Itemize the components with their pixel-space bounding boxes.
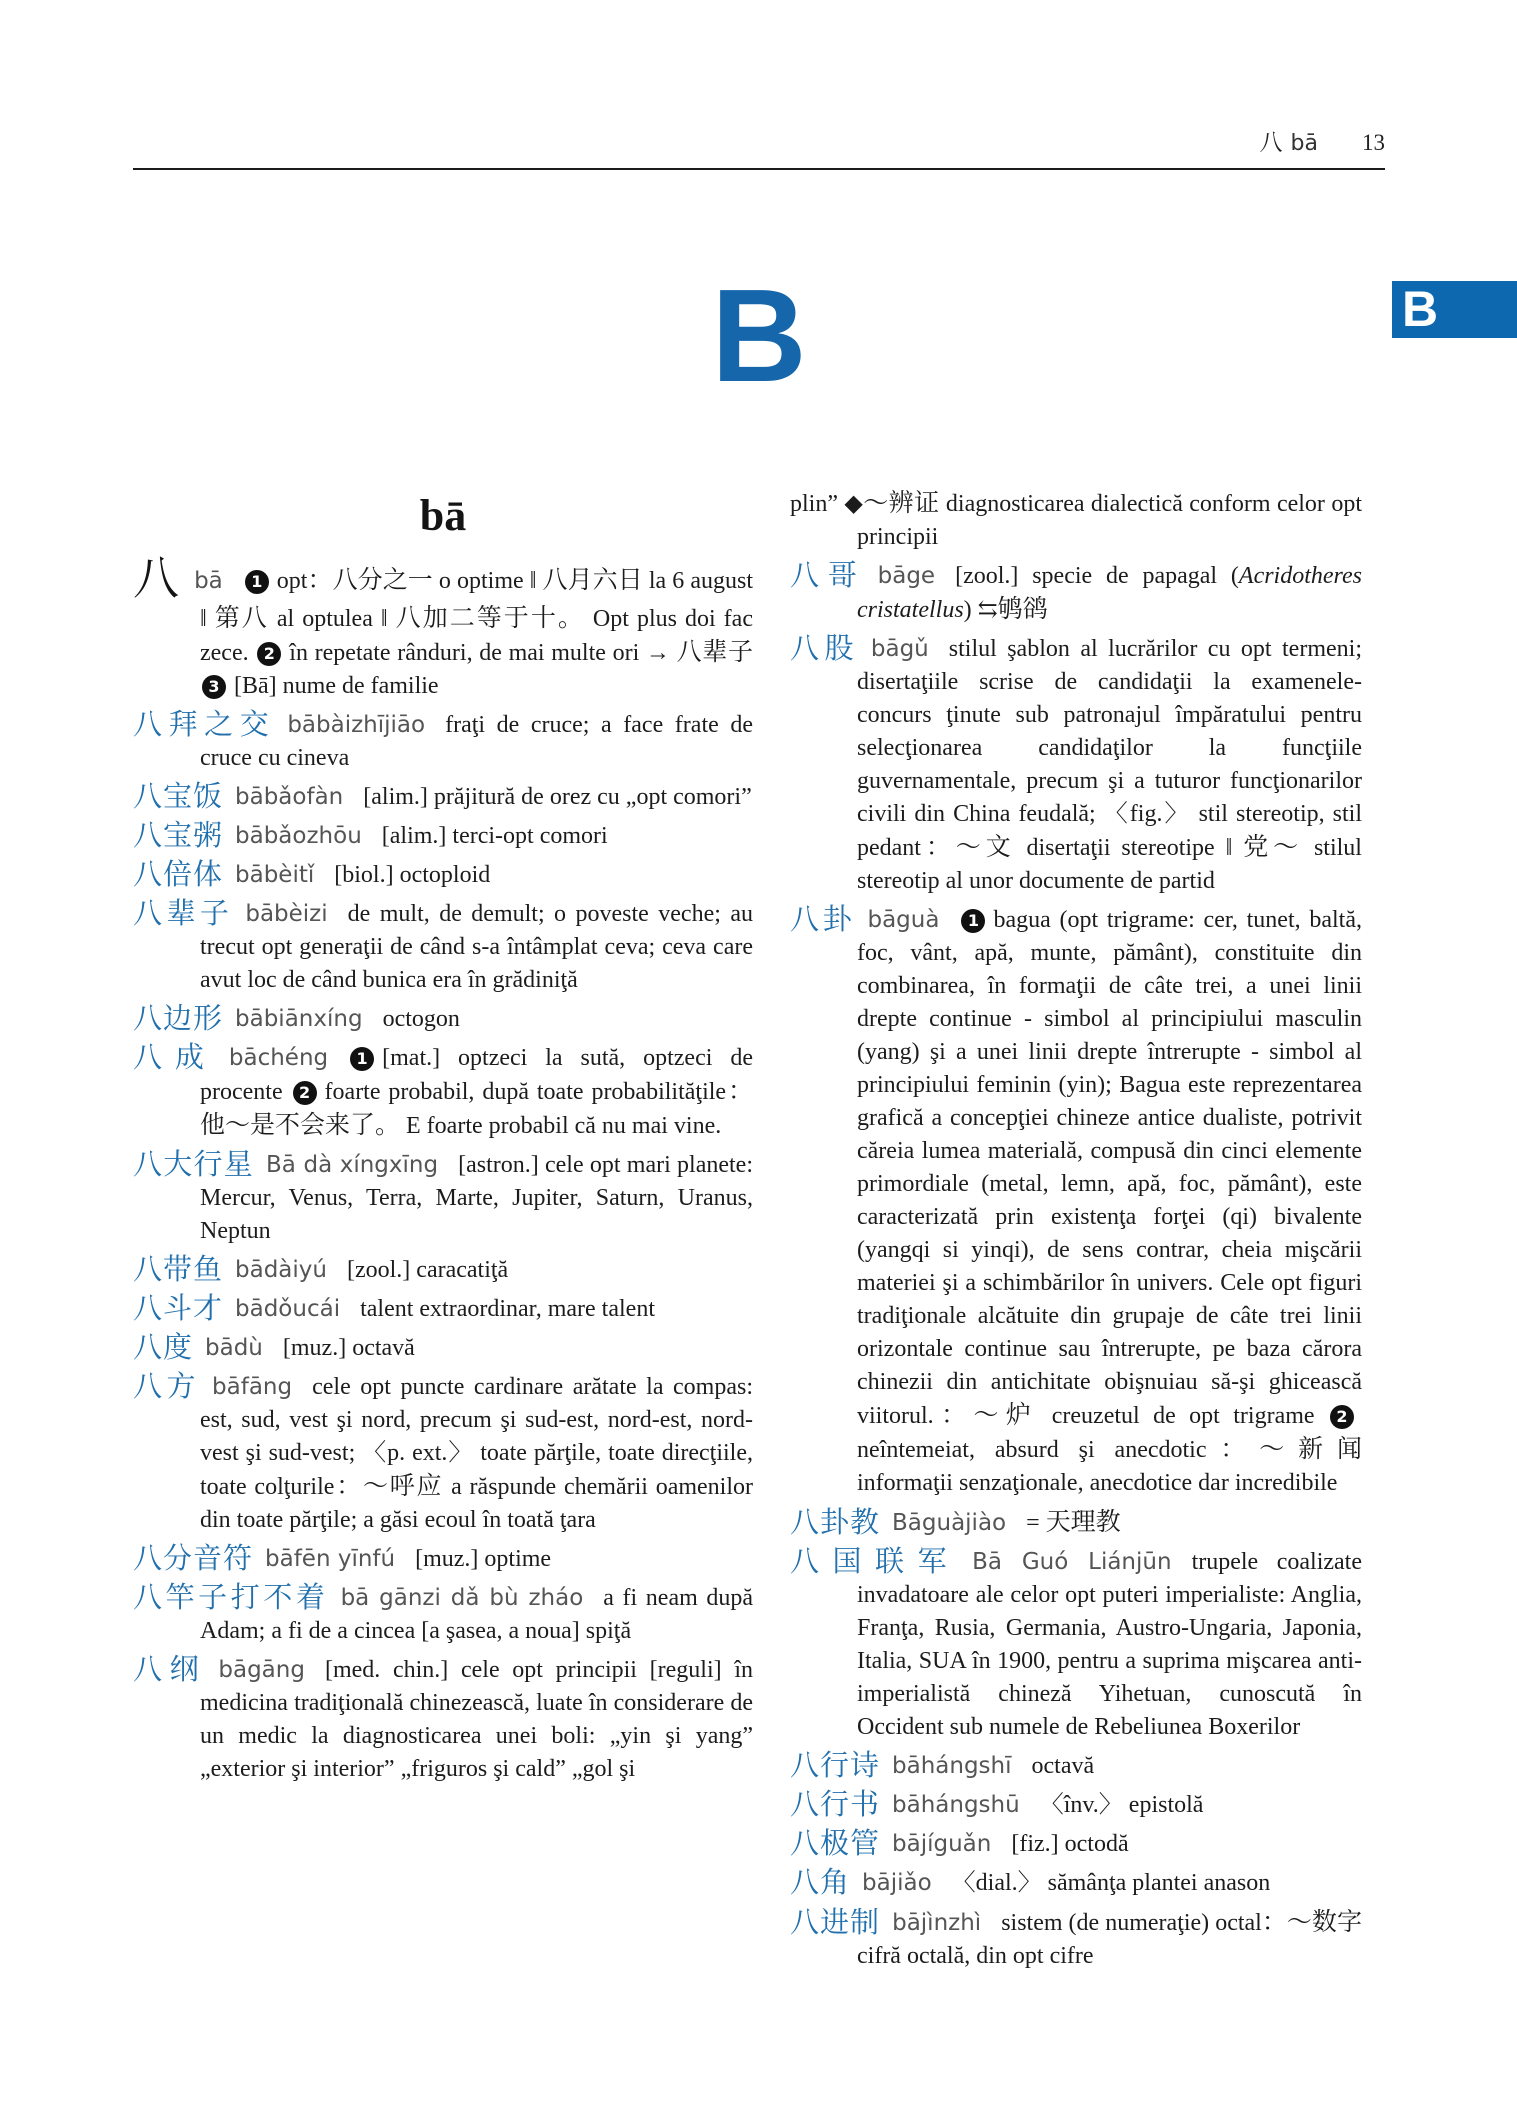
dictionary-entry xyxy=(790,487,1362,554)
dictionary-entry xyxy=(790,1867,1362,1900)
definition-text: stilul şablon al lucrărilor cu opt termeni; disertaţiile scrise de candidaţii la examenele-concurs ţinute sub patronajul împăratului pentru selecţionarea candidaţilor la funcţiile guvernamentale, precum şi a tuturor funcţionarilor civili din China feudală; 〈fig.〉 stil stereotip, stil pedant xyxy=(857,636,1362,861)
headword-chinese: 八卦教 xyxy=(790,1507,881,1539)
headword-chinese: 八卦 xyxy=(790,904,856,936)
headword-chinese: 八成 xyxy=(133,1042,217,1074)
definition-text: [fiz.] octodă xyxy=(1011,1831,1129,1857)
headword-chinese: 八倍体 xyxy=(133,859,224,891)
definition-text: [biol.] octoploid xyxy=(334,862,491,888)
running-header xyxy=(133,124,1385,157)
dictionary-entry xyxy=(133,1654,753,1786)
sense-number-icon: 1 xyxy=(961,909,985,933)
dictionary-entry xyxy=(133,1293,753,1326)
definition-text: [alim.] terci-opt comori xyxy=(381,823,608,849)
definition-text: neîntemeiat, absurd şi anecdotic xyxy=(857,1437,1207,1463)
inline-chinese: ：～新闻 xyxy=(1206,1436,1362,1463)
inline-chinese: ：八分之一 xyxy=(307,567,433,594)
inline-chinese: ：～文 xyxy=(920,834,1016,861)
headword-chinese: 八度 xyxy=(133,1332,194,1364)
definition-text: 〈înv.〉 epistolă xyxy=(1039,1792,1204,1818)
section-letter: B xyxy=(711,262,807,409)
dictionary-entry xyxy=(790,1750,1362,1783)
headword-chinese: 八辈子 xyxy=(133,898,234,930)
definition-text: [muz.] octavă xyxy=(282,1335,415,1361)
definition-text: talent extraordinar, mare talent xyxy=(360,1296,655,1322)
dictionary-entry xyxy=(133,1582,753,1648)
headword-pinyin: bājiǎo xyxy=(862,1870,932,1896)
dictionary-entry xyxy=(133,553,753,703)
dictionary-entry xyxy=(790,633,1362,898)
page-number: 13 xyxy=(1362,130,1385,155)
sense-number-icon: 3 xyxy=(202,675,226,699)
headword-chinese: 八斗才 xyxy=(133,1293,224,1325)
headword-pinyin: Bā dà xíngxīng xyxy=(266,1152,439,1178)
dictionary-entry xyxy=(133,709,753,775)
headword-chinese: 八方 xyxy=(133,1371,201,1403)
dictionary-entry xyxy=(790,904,1362,1500)
definition-text: opt xyxy=(276,568,308,594)
headword-chinese: 八拜之交 xyxy=(133,709,276,741)
headword-chinese: 八行书 xyxy=(790,1789,881,1821)
running-header-chinese: 八 xyxy=(1259,130,1283,155)
running-header-pinyin: bā xyxy=(1290,131,1318,156)
headword-chinese: 八分音符 xyxy=(133,1543,254,1575)
headword-pinyin: Bā Guó Liánjūn xyxy=(972,1549,1172,1575)
headword-pinyin: bādù xyxy=(205,1335,263,1361)
inline-chinese: 八加二等于十。 xyxy=(395,605,585,632)
definition-text: [Bā] nume de familie xyxy=(234,673,439,699)
definition-text: E foarte probabil că nu mai vine. xyxy=(400,1113,722,1139)
dictionary-entry xyxy=(790,1506,1362,1540)
definition-text: sistem (de numeraţie) octal xyxy=(1001,1910,1262,1936)
inline-chinese: 党～ xyxy=(1243,834,1304,861)
definition-text: la 6 august ‖ xyxy=(200,568,753,632)
headword-chinese: 八行诗 xyxy=(790,1750,881,1782)
right-column xyxy=(790,487,1362,1979)
definition-text: stilul stereotip al unor documente de partid xyxy=(857,835,1362,894)
headword-pinyin: bāhángshī xyxy=(892,1753,1012,1779)
left-column xyxy=(133,553,754,1792)
inline-chinese: 鸲鹆 xyxy=(997,596,1048,623)
headword-chinese: 八股 xyxy=(790,633,859,665)
headword-pinyin: bāfēn yīnfú xyxy=(265,1546,396,1572)
definition-text: [mat.] optzeci la sută, optzeci de procente xyxy=(200,1045,753,1105)
definition-text: foarte probabil, după toate probabilităţile xyxy=(324,1079,727,1105)
headword-pinyin: Bāguàjiào xyxy=(892,1510,1007,1536)
dictionary-entry xyxy=(790,1828,1362,1861)
headword-pinyin: bā gānzi dǎ bù zháo xyxy=(340,1585,584,1611)
dictionary-entry xyxy=(790,560,1362,627)
definition-text: bagua (opt trigrame: cer, tunet, baltă, foc, vânt, apă, munte, pământ), constituite din combinarea, în formaţii de câte trei, a unei linii drepte continue - simbol al principiului masculin (yang) şi a unei linii drepte întrerupte - simbol al principiului feminin (yin); Bagua este reprezentarea grafică a concepţiei chineze antice dualiste, potrivit căreia lumea materială, compusă din cinci elemente primordiale (metal, lemn, apă, foc, pământ), este caracterizată prin existenţa forţei (qi) bivalente (yangqi si yinqi), de sens contrar, cheia mişcării materiei şi a schimbărilor în univers. Cele opt figuri tradiţionale alcătuite din grupaje de câte trei linii orizontale continue sau întrerupte, pe baza cărora chinezii din antichitate obişnuiau să-şi ghicească viitorul. xyxy=(857,907,1362,1429)
headword-chinese: 八带鱼 xyxy=(133,1254,224,1286)
dictionary-entry xyxy=(133,1254,753,1287)
headword-pinyin: bābàizhījiāo xyxy=(287,712,426,738)
headword-pinyin: bāgāng xyxy=(218,1657,305,1683)
definition-text: a fi neam după Adam; a fi de a cincea [a şasea, a noua] spiţă xyxy=(200,1585,754,1644)
definition-text: creuzetul de opt trigrame xyxy=(1038,1403,1328,1429)
definition-text: = xyxy=(1026,1510,1046,1536)
headword-pinyin: bāfāng xyxy=(212,1374,293,1400)
thumb-index-tab xyxy=(1392,281,1517,338)
dictionary-entry xyxy=(133,1543,753,1576)
dictionary-entry xyxy=(790,1906,1362,1973)
section-heading-pinyin: bā xyxy=(419,491,467,540)
sense-number-icon: 2 xyxy=(293,1081,317,1105)
definition-text: al optulea ‖ xyxy=(268,606,396,632)
headword-pinyin: bājìnzhì xyxy=(892,1910,982,1936)
definition-text: o optime ‖ xyxy=(432,568,543,594)
headword-chinese: 八 xyxy=(133,553,181,604)
headword-chinese: 八大行星 xyxy=(133,1149,255,1181)
inline-chinese: 八辈子 xyxy=(676,639,753,666)
headword-pinyin: bābǎofàn xyxy=(235,784,344,810)
sense-number-icon: 1 xyxy=(245,570,269,594)
headword-pinyin: bāhángshū xyxy=(892,1792,1020,1818)
headword-pinyin: bāchéng xyxy=(228,1045,329,1071)
inline-chinese: 第八 xyxy=(214,605,269,632)
headword-chinese: 八极管 xyxy=(790,1828,881,1860)
definition-text: [zool.] caracatiţă xyxy=(346,1257,509,1283)
dictionary-entry xyxy=(133,1371,753,1537)
definition-text: diagnosticarea dialectică conform celor opt principii xyxy=(857,491,1362,550)
inline-chinese: ：他～是不会来了。 xyxy=(200,1078,753,1139)
dictionary-entry xyxy=(133,1003,753,1036)
dictionary-entry xyxy=(133,781,753,814)
definition-text: [alim.] prăjitură de orez cu „opt comori” xyxy=(363,784,752,810)
definition-text: în repetate rânduri, de mai multe ori → xyxy=(289,640,677,666)
headword-chinese: 八边形 xyxy=(133,1003,224,1035)
inline-chinese: 天理教 xyxy=(1045,1509,1121,1536)
species-name-italic: Acridotheres cristatellus xyxy=(857,563,1362,623)
definition-text: ) ⇆ xyxy=(963,597,998,623)
dictionary-entry xyxy=(133,859,753,892)
definition-text: fraţi de cruce; a face frate de cruce cu cineva xyxy=(200,712,753,771)
headword-chinese: 八角 xyxy=(790,1867,851,1899)
inline-chinese: ：～炉 xyxy=(933,1402,1039,1429)
dictionary-entry xyxy=(133,898,753,997)
definition-text: [zool.] specie de papagal ( xyxy=(955,563,1239,589)
headword-pinyin: bājíguǎn xyxy=(892,1831,992,1857)
dictionary-entry xyxy=(133,1332,753,1365)
definition-text: informaţii senzaţionale, anecdotice dar incredibile xyxy=(857,1470,1338,1496)
headword-chinese: 八宝饭 xyxy=(133,781,224,813)
headword-pinyin: bābǎozhōu xyxy=(235,823,362,849)
definition-text: octogon xyxy=(382,1006,460,1032)
definition-text: trupele coalizate invadatoare ale celor opt puteri imperialiste: Anglia, Franţa, Rusia, Germania, Austro-Ungaria, Japonia, Italia, SUA în 1900, pentru a suprima mişcarea anti-imperialistă chineză Yihetuan, cunoscută în Occident sub numele de Rebeliunea Boxerilor xyxy=(857,1549,1362,1740)
definition-text: a răspunde chemării oamenilor din toate părţile; a găsi ecoul în toată ţara xyxy=(200,1474,754,1533)
dictionary-entry xyxy=(790,1789,1362,1822)
definition-text: disertaţii stereotipe ‖ xyxy=(1015,835,1244,861)
dictionary-entry xyxy=(790,1546,1362,1744)
headword-chinese: 八进制 xyxy=(790,1907,881,1939)
definition-text: [muz.] optime xyxy=(415,1546,552,1572)
sense-number-icon: 2 xyxy=(257,642,281,666)
definition-text: 〈dial.〉 sămânţa plantei anason xyxy=(951,1870,1271,1896)
inline-chinese: ：～数字 xyxy=(1261,1909,1362,1936)
headword-chinese: 八纲 xyxy=(133,1654,207,1686)
thumb-index-letter: B xyxy=(1402,281,1439,337)
headword-pinyin: bābiānxíng xyxy=(235,1006,363,1032)
headword-chinese: 八哥 xyxy=(790,560,866,592)
definition-text: [med. chin.] cele opt principii [reguli] în medicina tradiţională chinezească, luate în considerare de un medic la diagnosticarea unei boli: „yin şi yang” „exterior şi interior” „friguros şi cald” „gol şi xyxy=(200,1657,753,1782)
headword-pinyin: bābèitǐ xyxy=(235,862,315,888)
headword-pinyin: bā xyxy=(194,568,223,594)
headword-pinyin: bāgǔ xyxy=(870,636,929,662)
dictionary-entry xyxy=(133,1042,753,1143)
headword-chinese: 八竿子打不着 xyxy=(133,1582,329,1614)
definition-text: cele opt puncte cardinare arătate la compas: est, sud, vest şi nord, precum şi sud-est, nord-est, nord-vest şi sud-vest; 〈p. ext.〉 toate părţile, toate direcţiile, toate colţurile xyxy=(200,1374,753,1500)
definition-text: Opt plus doi fac zece. xyxy=(200,606,753,666)
headword-pinyin: bādàiyú xyxy=(235,1257,327,1283)
definition-text: octavă xyxy=(1031,1753,1095,1779)
headword-pinyin: bāguà xyxy=(867,907,940,933)
inline-chinese: ～辨证 xyxy=(863,490,940,517)
dictionary-entry xyxy=(133,1149,753,1248)
dictionary-entry xyxy=(133,820,753,853)
header-divider xyxy=(133,168,1385,170)
headword-pinyin: bādǒucái xyxy=(235,1296,341,1322)
definition-text: [astron.] cele opt mari planete: Mercur, Venus, Terra, Marte, Jupiter, Saturn, Uranus, Neptun xyxy=(200,1152,753,1244)
headword-pinyin: bāge xyxy=(877,563,936,589)
headword-chinese: 八国联军 xyxy=(790,1546,961,1578)
sense-number-icon: 1 xyxy=(350,1047,374,1071)
headword-pinyin: bābèizi xyxy=(245,901,328,927)
definition-text: plin” ◆ xyxy=(790,491,864,517)
definition-text: cifră octală, din opt cifre xyxy=(857,1943,1094,1969)
sense-number-icon: 2 xyxy=(1330,1405,1354,1429)
headword-chinese: 八宝粥 xyxy=(133,820,224,852)
inline-chinese: ：～呼应 xyxy=(334,1473,444,1500)
definition-text: de mult, de demult; o poveste veche; au trecut opt generaţii de când s-a întâmplat ceva; ceva care avut loc de când bunica era în grădiniţă xyxy=(200,901,753,993)
inline-chinese: 八月六日 xyxy=(542,567,643,594)
